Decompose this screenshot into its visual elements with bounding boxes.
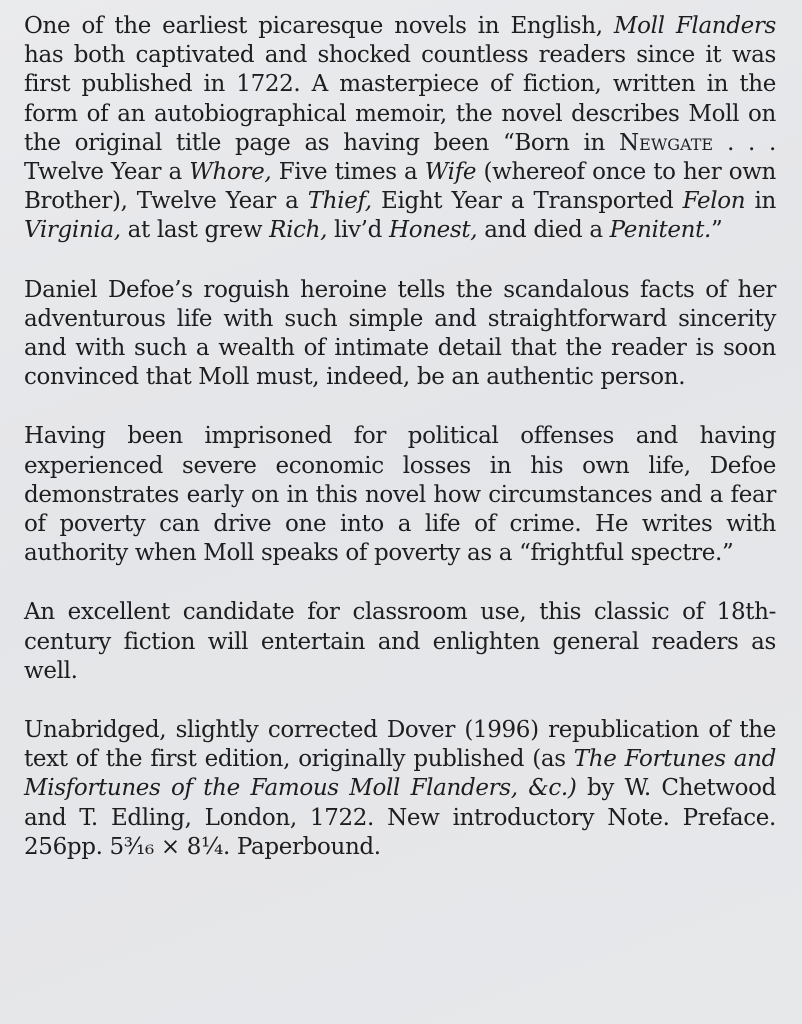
- paragraph-heroine: [24, 276, 776, 393]
- text-span: One of the earliest picaresque novels in English,: [24, 13, 614, 39]
- italic-title: Moll Flanders: [613, 13, 776, 39]
- book-back-cover-text: [24, 12, 776, 892]
- italic-word: Wife: [424, 159, 477, 186]
- text-span: Eight Year a Transported: [371, 188, 683, 215]
- paragraph-classroom: [24, 598, 776, 686]
- text-span: Daniel Defoe’s roguish heroine tells the scandalous facts of her adventurous life with such simple and straightforward sincerity and with such a wealth of intimate detail that the reader is soon convinced that Moll must, indeed, be an authentic person.: [24, 276, 776, 391]
- text-span: ”: [710, 217, 723, 244]
- italic-word: Virginia,: [24, 217, 121, 244]
- text-span: Unabridged, slightly corrected Dover (1996) republication of the text of the first edition, originally published (as: [24, 717, 776, 773]
- text-span: by W. Chetwood and T. Edling, London, 1722. New introductory Note. Preface. 256pp. 5³⁄₁₆ × 8¼. Paperbound.: [24, 775, 776, 860]
- italic-word: Honest,: [388, 217, 478, 244]
- paragraph-defoe-life: [24, 422, 776, 568]
- text-span: has both captivated and shocked countless readers since it was first published in 1722. A masterpiece of fiction, written in the form of an autobiographical memoir, the novel describes Moll on the original title page as having been “Born in: [24, 42, 776, 156]
- text-span: Five times a: [271, 159, 425, 186]
- text-span: in: [745, 188, 776, 215]
- text-span: An excellent candidate for classroom use, this classic of 18th-century fiction will entertain and enlighten general readers as well.: [24, 599, 776, 684]
- italic-word: Felon: [682, 188, 746, 215]
- text-span: Having been imprisoned for political offenses and having experienced severe economic losses in his own life, Defoe demonstrates early on in this novel how circumstances and a fear of poverty can drive one into a life of crime. He writes with authority when Moll speaks of poverty as a “frightful spectre.”: [24, 423, 776, 567]
- italic-word: Penitent.: [609, 217, 711, 244]
- text-span: liv’d: [327, 217, 389, 244]
- text-span: (whereof once to her own Brother), Twelve Year a: [24, 159, 777, 215]
- text-span: at last grew: [120, 217, 270, 244]
- text-span: and died a: [477, 217, 610, 244]
- small-caps-text: Newgate: [619, 129, 714, 156]
- paragraph-intro: [24, 12, 776, 246]
- italic-word: Rich,: [269, 217, 328, 244]
- italic-word: Whore,: [189, 159, 272, 186]
- text-span: . . . Twelve Year a: [24, 129, 776, 186]
- paragraph-publication-info: [24, 716, 776, 862]
- italic-word: Thief,: [307, 188, 372, 215]
- italic-title: The Fortunes and Misfortunes of the Famous Moll Flanders, &c.): [24, 746, 776, 802]
